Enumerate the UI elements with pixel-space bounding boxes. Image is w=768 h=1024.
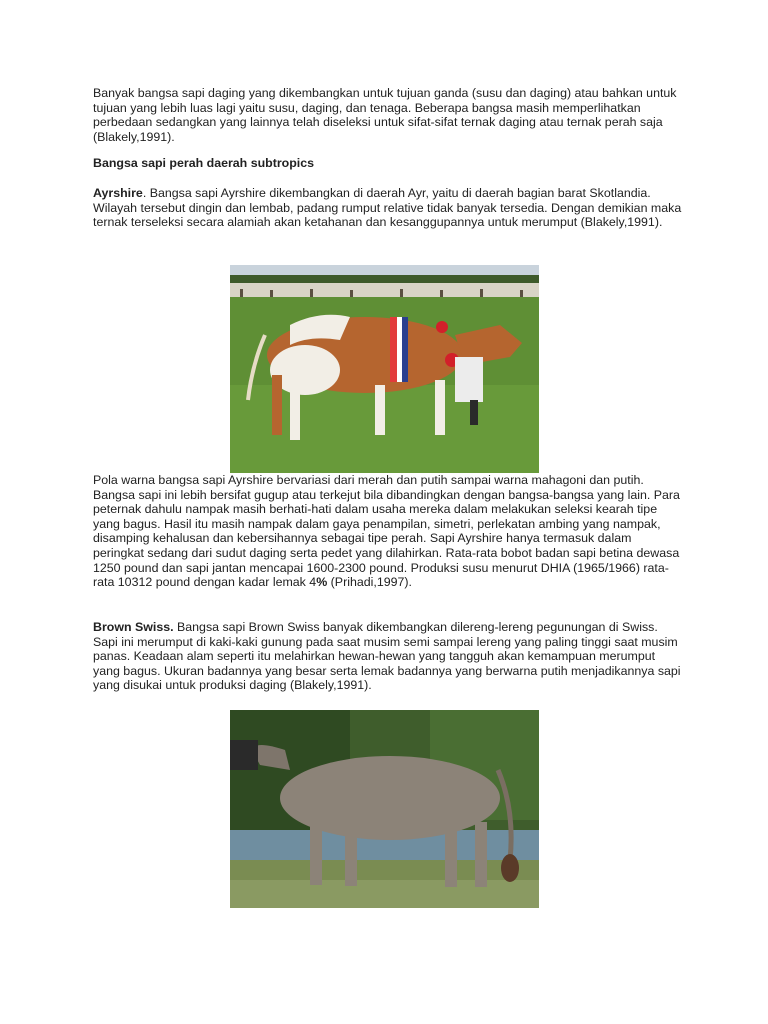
document-body	[93, 86, 683, 230]
ayrshire-paragraph	[93, 186, 683, 230]
percent-sign: %	[316, 575, 328, 590]
ayrshire-color-paragraph	[93, 473, 683, 590]
ayrshire-text: . Bangsa sapi Ayrshire dikembangkan di daerah Ayr, yaitu di daerah bagian barat Skotlandia. Wilayah tersebut dingin dan lembab, padang rumput relative tidak banyak tersedia. Dengan demikian maka ternak terseleksi secara alamiah akan ketahanan dan kesanggupannya untuk merumput (Blakely,1991).	[93, 185, 682, 230]
ayrshire-title: Ayrshire	[93, 185, 143, 200]
ayrshire-cow-photo	[230, 265, 539, 473]
brown-swiss-paragraph	[93, 620, 683, 693]
intro-paragraph: Banyak bangsa sapi daging yang dikembangkan untuk tujuan ganda (susu dan daging) atau bahkan untuk tujuan yang lebih luas lagi yaitu susu, daging, dan tenaga. Beberapa bangsa masih memperlihatkan perbedaan sedangkan yang lainnya telah diseleksi untuk sifat-sifat ternak daging atau ternak perah saja (Blakely,1991).	[93, 86, 677, 144]
ayrshire-citation: (Prihadi,1997).	[327, 575, 412, 590]
brown-swiss-cow-photo	[230, 710, 539, 908]
brown-swiss-text: Bangsa sapi Brown Swiss banyak dikembangkan dilereng-lereng pegunungan di Swiss. Sapi ini merumput di kaki-kaki gunung pada saat musim semi sampai lereng yang paling tinggi saat musim panas. Keadaan alam seperti itu melahirkan hewan-hewan yang tangguh akan kemampuan merumput yang bagus. Ukuran badannya yang besar serta lemak badannya yang berwarna putih menjadikannya sapi yang disukai untuk produksi daging (Blakely,1991).	[93, 620, 681, 693]
section-heading: Bangsa sapi perah daerah subtropics	[93, 156, 315, 171]
brown-swiss-title: Brown Swiss.	[93, 620, 174, 634]
ayrshire-color-text: Pola warna bangsa sapi Ayrshire bervariasi dari merah dan putih sampai warna mahagoni dan putih. Bangsa sapi ini lebih bersifat gugup atau terkejut bila dibandingkan dengan bangsa-bangsa yang lain. Para peternak dahulu nampak masih berhati-hati dalam usaha mereka dalam melakukan seleksi kearah tipe yang bagus. Hasil itu masih nampak dalam gaya penampilan, simetri, perlekatan ambing yang nampak, disamping kehalusan dan kebersihannya sebagai tipe perah. Sapi Ayrshire hanya termasuk dalam peringkat sedang dari sudut daging serta pedet yang dilahirkan. Rata-rata bobot badan sapi betina dewasa 1250 pound dan sapi jantan mencapai 1600-2300 pound. Produksi susu menurut DHIA (1965/1966) rata-rata 10312 pound dengan kadar lemak 4	[93, 473, 680, 590]
